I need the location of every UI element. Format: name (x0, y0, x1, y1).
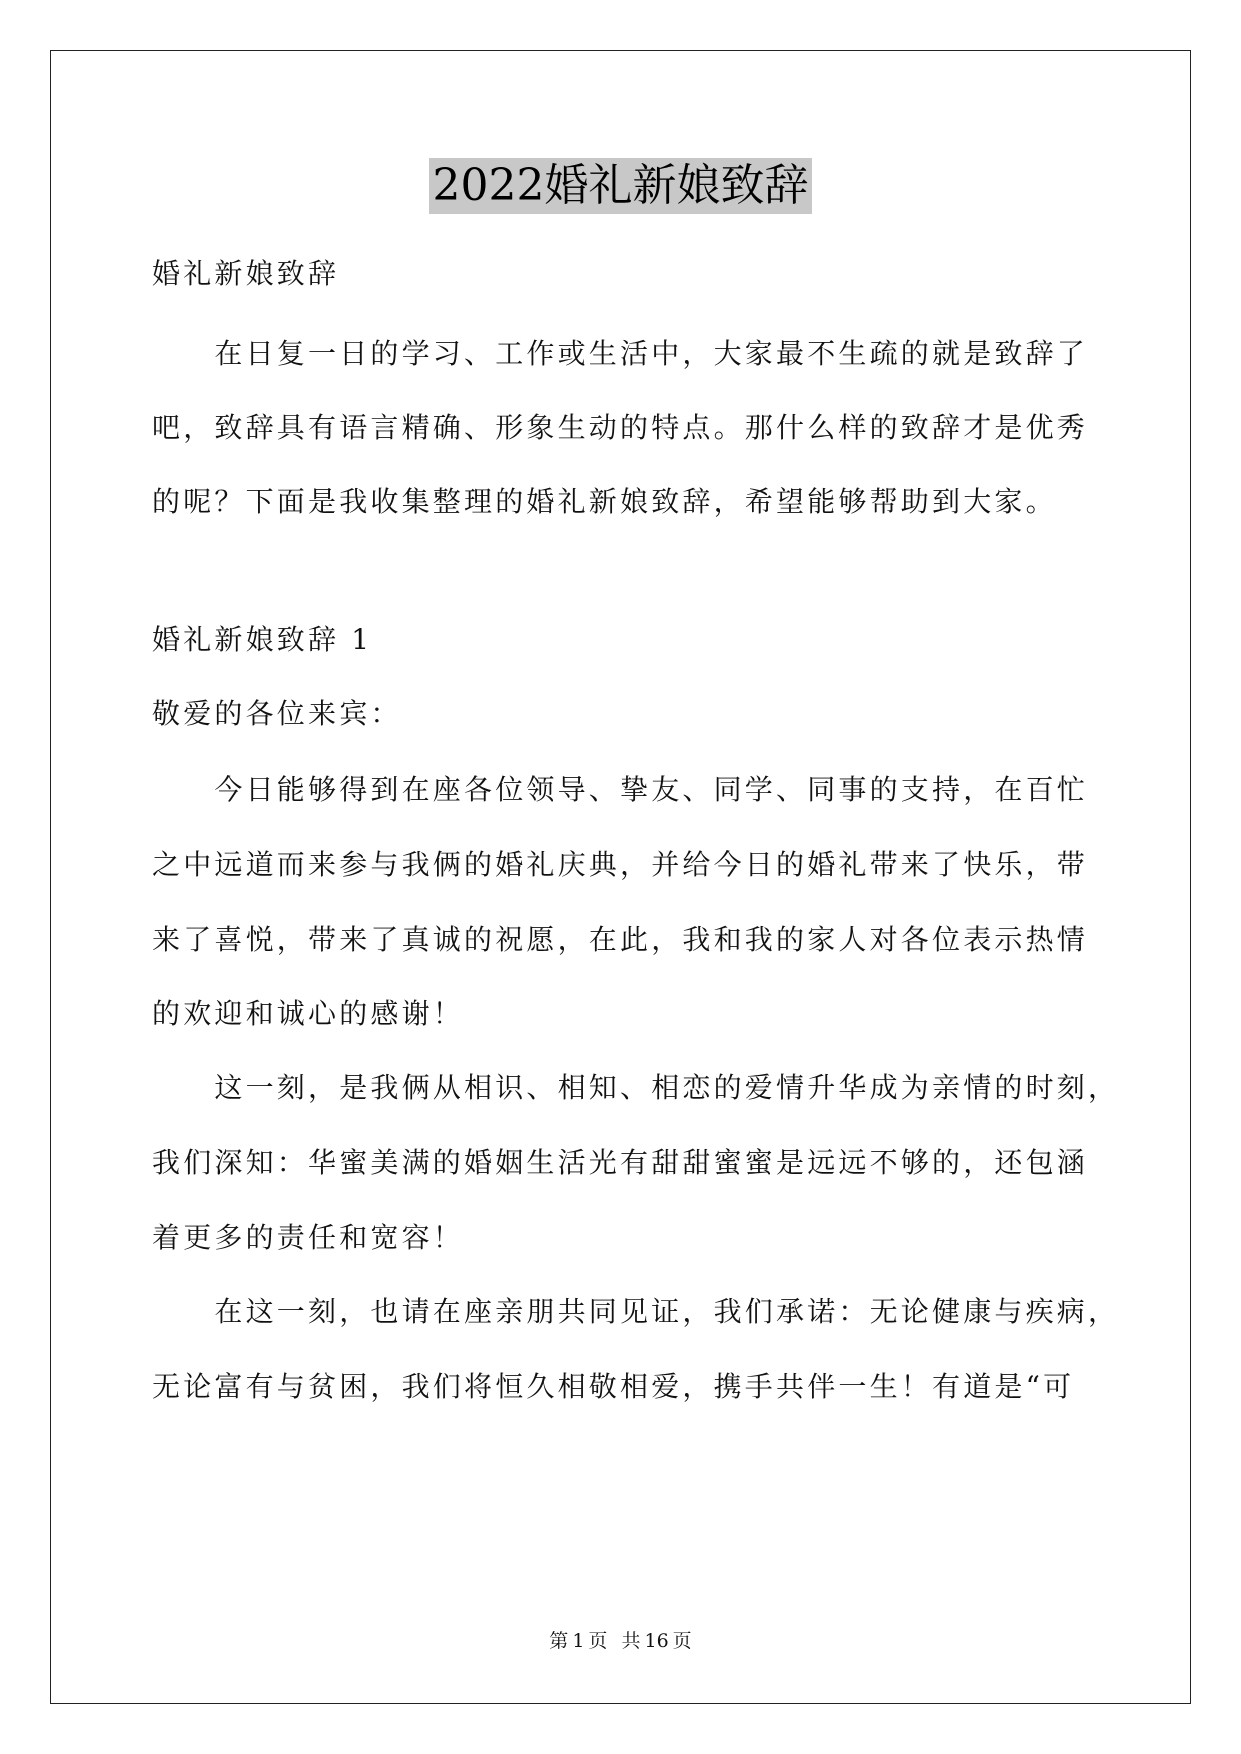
paragraph-line: 的欢迎和诚心的感谢！ (152, 997, 465, 1030)
paragraph-line: 今日能够得到在座各位领导、挚友、同学、同事的支持，在百忙 (152, 773, 1089, 806)
page-footer (0, 1628, 1241, 1654)
paragraph-line: 的呢？下面是我收集整理的婚礼新娘致辞，希望能够帮助到大家。 (152, 485, 1057, 518)
paragraph-line: 我们深知：华蜜美满的婚姻生活光有甜甜蜜蜜是远远不够的，还包涵 (152, 1146, 1089, 1179)
title-container (0, 158, 1241, 214)
section-heading: 婚礼新娘致辞 (152, 257, 340, 290)
paragraph-line: 来了喜悦，带来了真诚的祝愿，在此，我和我的家人对各位表示热情 (152, 923, 1089, 956)
paragraph-line: 着更多的责任和宽容！ (152, 1221, 465, 1254)
document-title: 2022婚礼新娘致辞 (429, 158, 813, 214)
total-pages-label: 共 16 页 (621, 1630, 692, 1652)
salutation: 敬爱的各位来宾： (152, 697, 402, 730)
paragraph-line: 之中远道而来参与我俩的婚礼庆典，并给今日的婚礼带来了快乐，带 (152, 848, 1089, 881)
paragraph-line: 吧，致辞具有语言精确、形象生动的特点。那什么样的致辞才是优秀 (152, 411, 1089, 444)
paragraph-line: 这一刻，是我俩从相识、相知、相恋的爱情升华成为亲情的时刻， (152, 1071, 1120, 1104)
speech-heading: 婚礼新娘致辞 1 (152, 623, 373, 656)
paragraph-line: 在这一刻，也请在座亲朋共同见证，我们承诺：无论健康与疾病， (152, 1295, 1120, 1328)
paragraph-line: 在日复一日的学习、工作或生活中，大家最不生疏的就是致辞了 (152, 337, 1089, 370)
page-number-label: 第 1 页 (549, 1630, 608, 1652)
paragraph-line: 无论富有与贫困，我们将恒久相敬相爱，携手共伴一生！有道是“可 (152, 1370, 1075, 1403)
